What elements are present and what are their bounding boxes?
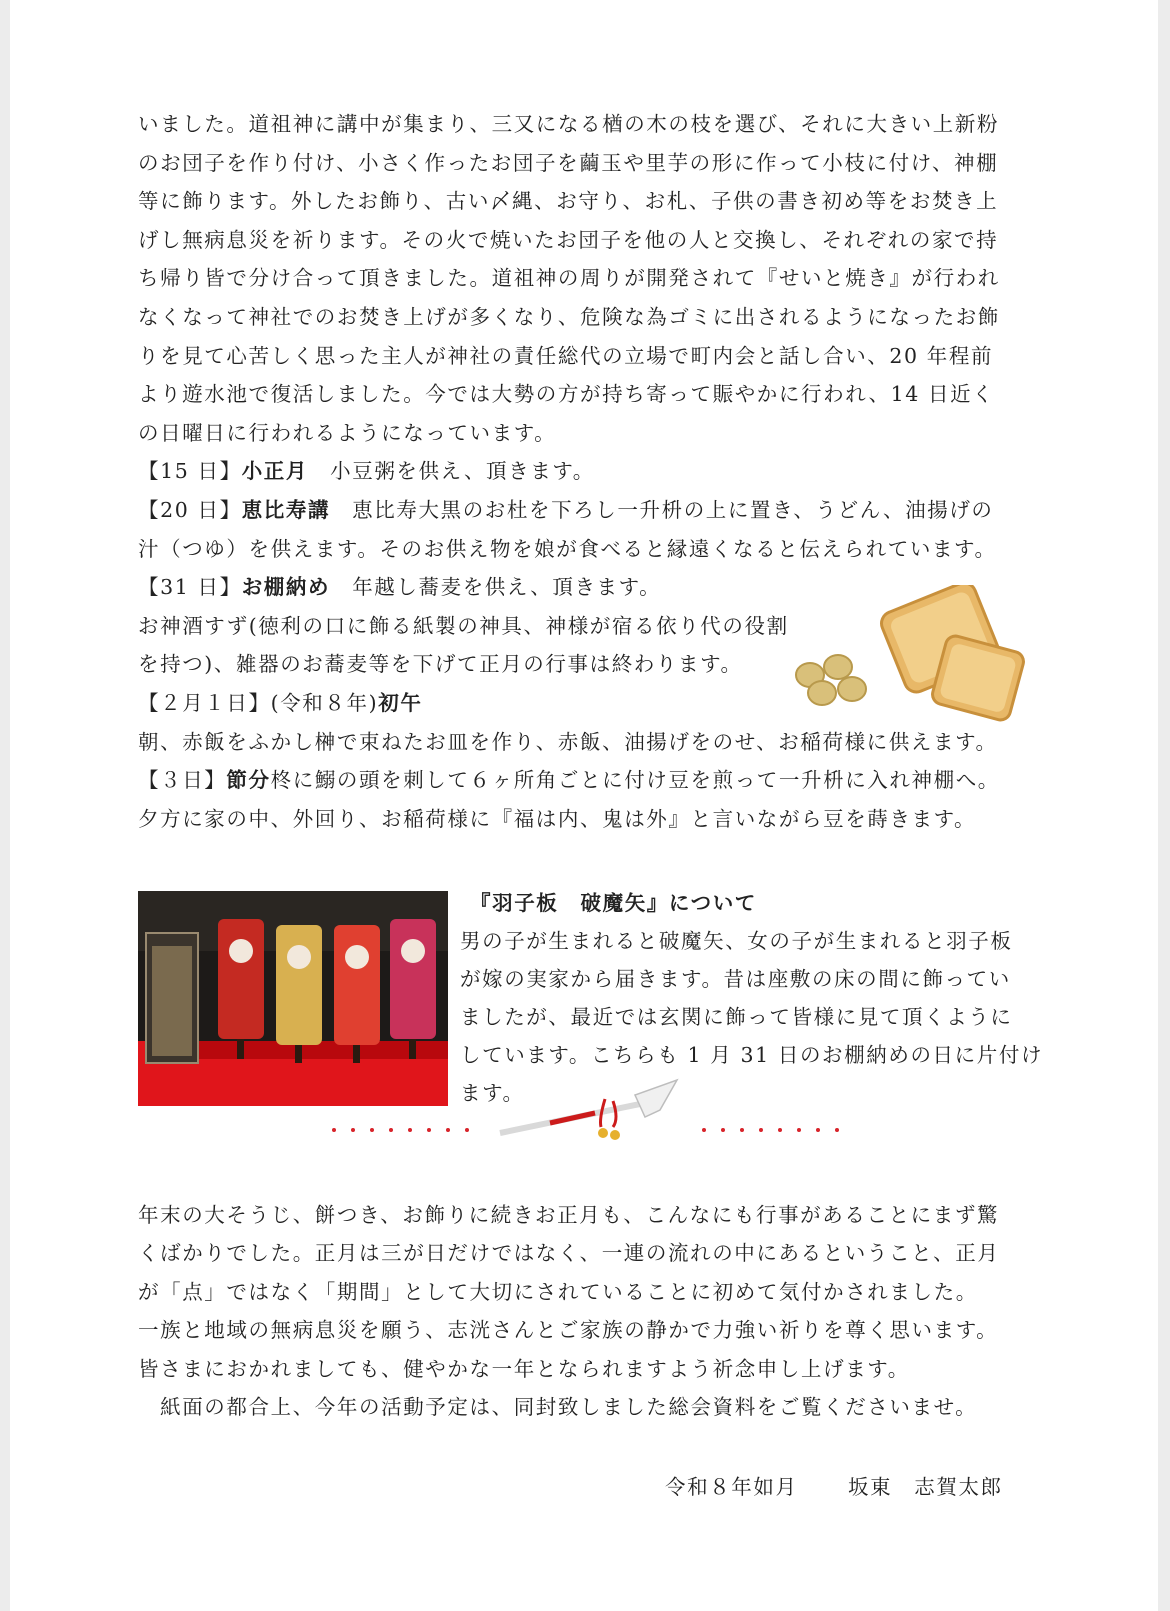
section-line: ましたが、最近では玄関に飾って皆様に見て頂くように (460, 1005, 1013, 1029)
event-text: を持つ)、雑器のお蕎麦等を下げて正月の行事は終わります。 (138, 652, 743, 677)
event-title: 初午 (378, 691, 423, 715)
event-text: 恵比寿大黒のお杜を下ろし一升枡の上に置き、うどん、油揚げの (330, 498, 994, 522)
section-line: しています。こちらも 1 月 31 日のお棚納めの日に片付け (460, 1043, 1044, 1067)
event-text: 小豆粥を供え、頂きます。 (308, 459, 595, 484)
paragraph-line (138, 111, 999, 137)
paragraph-line (138, 420, 556, 446)
paragraph-line (138, 150, 998, 176)
event-text: 柊に鰯の頭を刺して６ヶ所角ごとに付け豆を煎って一升枡に入れ神棚へ。 (270, 768, 1000, 793)
event-date: 【２月１日】 (138, 691, 271, 715)
hagoita-display-photo (138, 891, 448, 1106)
event-text: の日曜日に行われるようになっています。 (138, 420, 557, 445)
event-title: お棚納め (241, 575, 331, 600)
section-line: ます。 (460, 1081, 525, 1105)
closing-line: くばかりでした。正月は三が日だけではなく、一連の流れの中にあるということ、正月 (138, 1241, 1000, 1266)
hamaya-arrow-illustration (495, 1075, 695, 1150)
divider-dot (816, 1128, 820, 1132)
paragraph-line (138, 381, 994, 407)
event-text: のお団子を作り付け、小さく作ったお団子を繭玉や里芋の形に作って小枝に付け、神棚 (138, 150, 999, 175)
event-title: 恵比寿講 (241, 498, 331, 522)
divider-dot (835, 1128, 839, 1132)
event-text: りを見て心苦しく思った主人が神社の責任総代の立場で町内会と話し合い、20 年程前 (138, 343, 994, 368)
event-text: なくなって神社でのお焚き上げが多くなり、危険な為ゴミに出されるようになったお飾 (138, 305, 1000, 329)
event-text: より遊水池で復活しました。今では大勢の方が持ち寄って賑やかに行われ、14 日近く (138, 382, 995, 407)
divider-dot (740, 1128, 744, 1132)
hagoita-4 (390, 919, 436, 1059)
event-date: 【15 日】 (138, 459, 242, 484)
closing-line: が「点」ではなく「期間」として大切にされていることに初めて気付かされました。 (138, 1279, 978, 1304)
paragraph-line (138, 536, 997, 562)
event-text: ち帰り皆で分け合って頂きました。道祖神の周りが開発されて『せいと焼き』が行われ (138, 266, 1000, 291)
section-heading: 『羽子板 破魔矢』について (470, 891, 757, 915)
hagoita-2 (276, 925, 322, 1063)
section-line: が嫁の実家から届きます。昔は座敷の床の間に飾ってい (460, 967, 1011, 991)
closing-line: 一族と地域の無病息災を願う、志洸さんとご家族の静かで力強い祈りを尊く思います。 (138, 1318, 999, 1343)
soybeans-icon (796, 655, 866, 705)
event-text: 年越し蕎麦を供え、頂きます。 (330, 575, 662, 600)
divider-dot (370, 1128, 374, 1132)
paragraph-line (138, 227, 998, 253)
paragraph-line (138, 265, 1000, 291)
divider-dot (446, 1128, 450, 1132)
signature-date: 令和８年如月 (665, 1475, 798, 1499)
event-text: いました。道祖神に講中が集まり、三又になる楢の木の枝を選び、それに大きい上新粉 (138, 112, 1000, 136)
paragraph-line (138, 574, 661, 600)
hagoita-3 (334, 925, 380, 1063)
divider-dot (332, 1128, 336, 1132)
divider-dot (389, 1128, 393, 1132)
event-text: 汁（つゆ）を供えます。そのお供え物を娘が食べると縁遠くなると伝えられています。 (138, 536, 997, 561)
divider-dot (427, 1128, 431, 1132)
paragraph-line (138, 690, 422, 716)
event-text: 朝、赤飯をふかし榊で束ねたお皿を作り、赤飯、油揚げをのせ、お稲荷様に供えます。 (138, 729, 998, 754)
hagoita-1 (218, 919, 264, 1059)
closing-line: 年末の大そうじ、餅つき、お飾りに続きお正月も、こんなにも行事があることにまず驚 (138, 1203, 1000, 1227)
closing-line: 紙面の都合上、今年の活動予定は、同封致しました総会資料をご覧くださいませ。 (138, 1395, 978, 1419)
document-page (10, 0, 1158, 1611)
event-text: お神酒すず(徳利の口に飾る紙製の神具、神様が宿る依り代の役割 (138, 613, 789, 638)
paragraph-line (138, 304, 1000, 330)
event-text: げし無病息災を祈ります。その火で焼いたお団子を他の人と交換し、それぞれの家で持 (138, 227, 999, 252)
paragraph-line (138, 767, 1000, 793)
event-title: 節分 (226, 768, 271, 793)
event-text: (令和８年) (270, 691, 379, 715)
divider-dot (408, 1128, 412, 1132)
divider-dot (759, 1128, 763, 1132)
event-date: 【３日】 (138, 768, 227, 793)
paragraph-line (138, 613, 789, 639)
paragraph-line (138, 806, 976, 832)
event-date: 【31 日】 (138, 575, 242, 600)
event-title: 小正月 (241, 459, 309, 484)
paragraph-line (138, 497, 994, 523)
divider-dot (797, 1128, 801, 1132)
event-date: 【20 日】 (138, 498, 242, 522)
closing-line: 皆さまにおかれましても、健やかな一年となられますよう祈念申し上げます。 (138, 1356, 910, 1381)
divider-dot (351, 1128, 355, 1132)
divider-dot (465, 1128, 469, 1132)
paragraph-line (138, 343, 993, 369)
event-text: 等に飾ります。外したお飾り、古い〆縄、お守り、お札、子供の書き初め等をお焚き上 (138, 189, 999, 214)
divider-dot (721, 1128, 725, 1132)
paragraph-line (138, 651, 743, 677)
rice-cracker-illustration (790, 585, 1050, 735)
paragraph-line (138, 458, 595, 484)
event-text: 夕方に家の中、外回り、お稲荷様に『福は内、鬼は外』と言いながら豆を蒔きます。 (138, 806, 977, 831)
paragraph-line (138, 188, 998, 214)
section-line: 男の子が生まれると破魔矢、女の子が生まれると羽子板 (460, 929, 1013, 953)
divider-dot (778, 1128, 782, 1132)
signature-name: 坂東 志賀太郎 (848, 1475, 1003, 1499)
divider-dot (702, 1128, 706, 1132)
rice-cracker-icon (878, 585, 1026, 722)
